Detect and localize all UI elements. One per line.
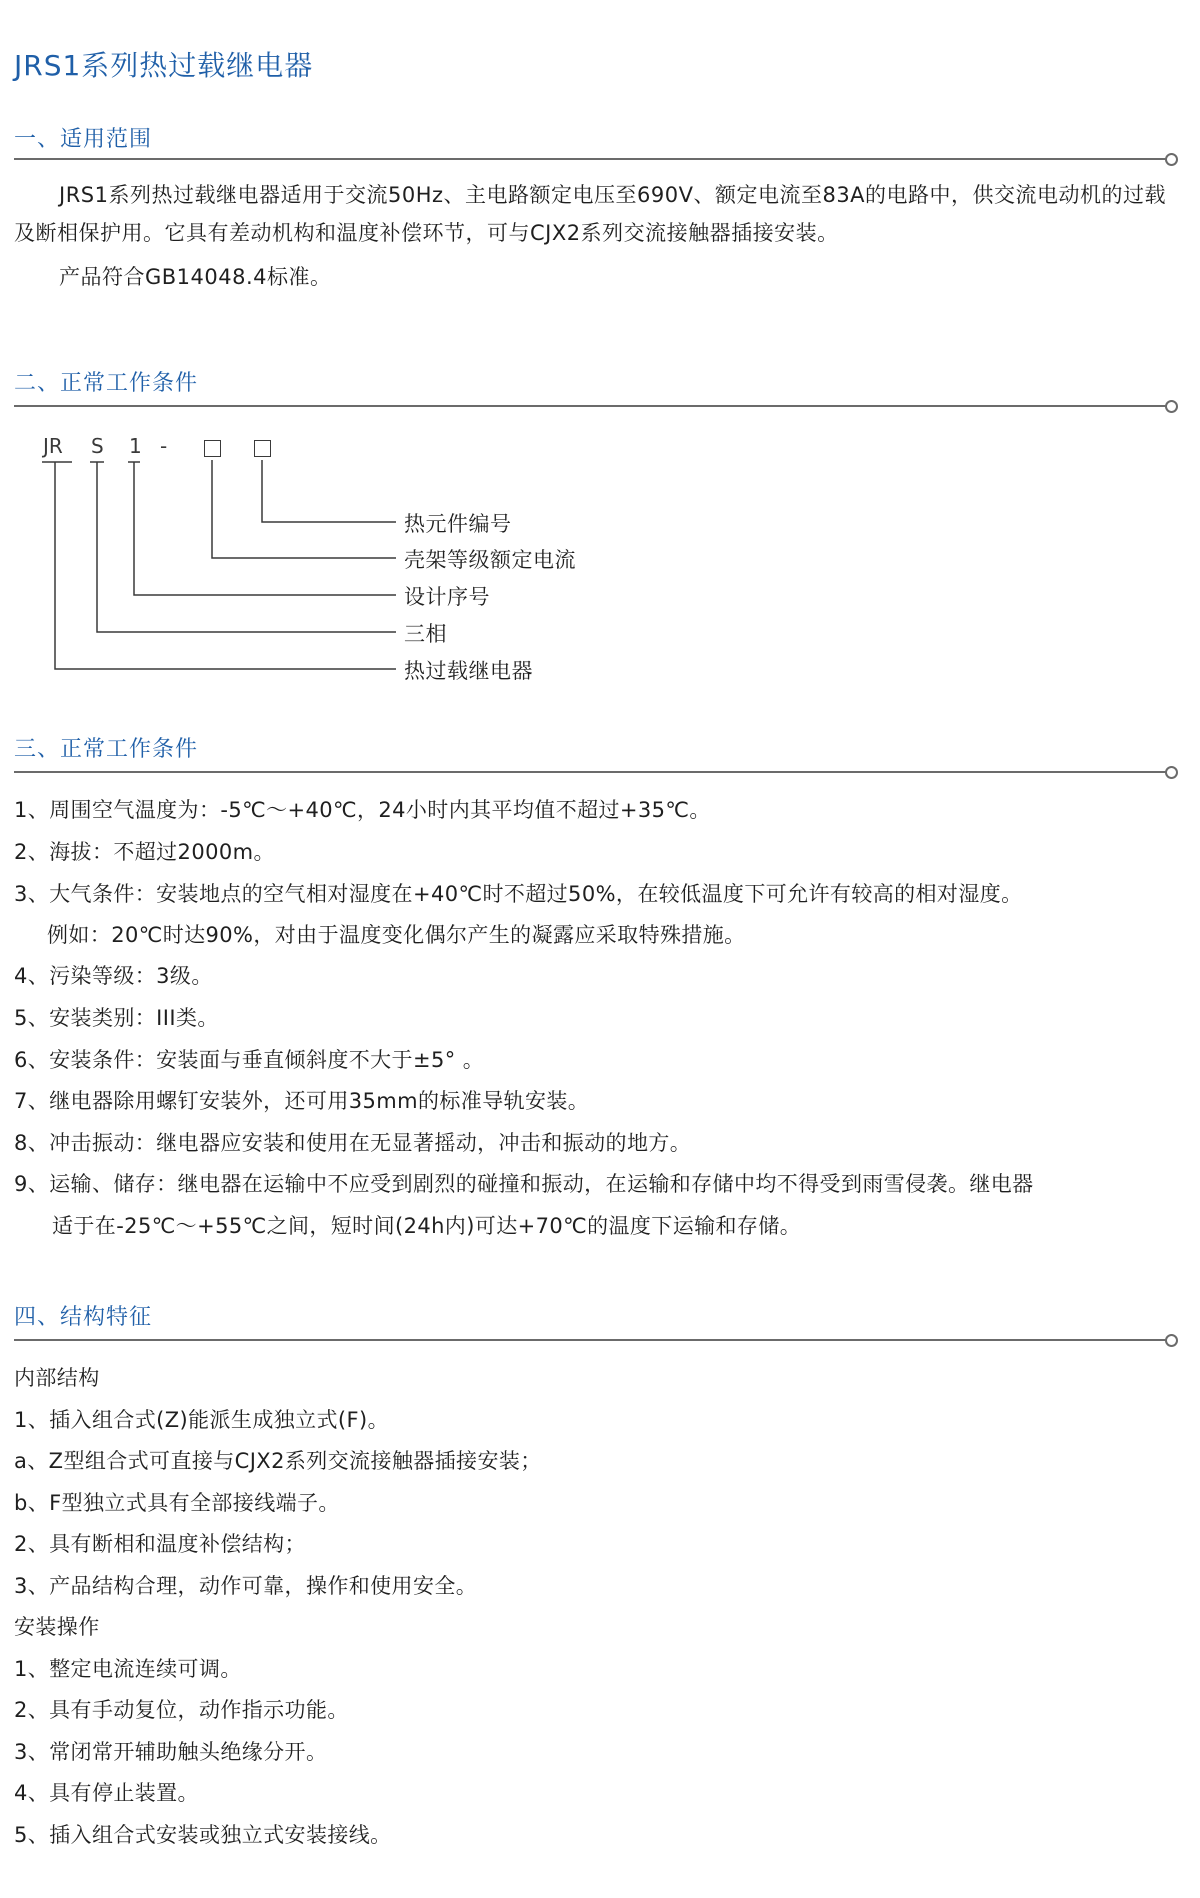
divider-end-circle-icon [1165,1334,1178,1347]
legend-design-number: 设计序号 [404,585,490,609]
legend-three-phase: 三相 [404,622,447,646]
code-placeholder-box [204,440,221,457]
divider-end-circle-icon [1165,766,1178,779]
installation-subheading: 安装操作 [14,1615,100,1639]
installation-item: 4、具有停止装置。 [14,1781,199,1805]
installation-item: 5、插入组合式安装或独立式安装接线。 [14,1823,392,1847]
code-part-1: 1 [129,434,142,458]
code-part-s: S [91,434,104,458]
installation-item: 3、常闭常开辅助触头绝缘分开。 [14,1740,328,1764]
structure-item: 2、具有断相和温度补偿结构； [14,1532,306,1556]
legend-frame-rated-current: 壳架等级额定电流 [404,548,576,572]
section-divider [14,771,1170,773]
section-heading-structure: 四、结构特征 [14,1305,153,1330]
code-part-jr: JR [43,434,63,458]
divider-end-circle-icon [1165,400,1178,413]
legend-thermal-overload-relay: 热过载继电器 [404,659,533,683]
structure-item: 1、插入组合式(Z)能派生成独立式(F)。 [14,1408,389,1432]
section-heading-conditions: 三、正常工作条件 [14,737,199,762]
code-part-dash: - [160,434,168,458]
installation-item: 2、具有手动复位，动作指示功能。 [14,1698,349,1722]
section-heading-scope: 一、适用范围 [14,127,153,152]
condition-item: 9、运输、储存：继电器在运输中不应受到剧烈的碰撞和振动，在运输和存储中均不得受到雨雪侵袭。继电器 [14,1172,1034,1196]
section-heading-model: 二、正常工作条件 [14,371,199,396]
installation-item: 1、整定电流连续可调。 [14,1657,242,1681]
section-divider [14,158,1170,160]
condition-item-continued: 适于在-25℃～+55℃之间，短时间(24h内)可达+70℃的温度下运输和存储。 [52,1214,802,1238]
structure-item: a、Z型组合式可直接与CJX2系列交流接触器插接安装； [14,1449,542,1473]
section-divider [14,1339,1170,1341]
condition-item: 3、大气条件：安装地点的空气相对湿度在+40℃时不超过50%，在较低温度下可允许有较高的相对湿度。 [14,882,1023,906]
section-divider [14,405,1170,407]
divider-end-circle-icon [1165,153,1178,166]
code-placeholder-box [254,440,271,457]
legend-heating-element-number: 热元件编号 [404,512,512,536]
structure-item: b、F型独立式具有全部接线端子。 [14,1491,340,1515]
condition-item: 1、周围空气温度为：-5℃～+40℃，24小时内其平均值不超过+35℃。 [14,798,711,822]
condition-item: 4、污染等级：3级。 [14,964,213,988]
standard-paragraph: 产品符合GB14048.4标准。 [59,265,332,289]
condition-item: 8、冲击振动：继电器应安装和使用在无显著摇动，冲击和振动的地方。 [14,1131,692,1155]
structure-item: 3、产品结构合理，动作可靠，操作和使用安全。 [14,1574,478,1598]
condition-item: 2、海拔：不超过2000m。 [14,840,275,864]
condition-item: 6、安装条件：安装面与垂直倾斜度不大于±5° 。 [14,1048,485,1072]
scope-paragraph: JRS1系列热过载继电器适用于交流50Hz、主电路额定电压至690V、额定电流至83A的电路中，供交流电动机的过载及断相保护用。它具有差动机构和温度补偿环节，可与CJX2系列交流接触器插接安装。 [14,183,1167,245]
page-title: JRS1系列热过载继电器 [14,49,314,82]
condition-item-continued: 例如：20℃时达90%，对由于温度变化偶尔产生的凝露应采取特殊措施。 [47,923,746,947]
condition-item: 7、继电器除用螺钉安装外，还可用35mm的标准导轨安装。 [14,1089,590,1113]
diagram-leader-lines [0,430,700,700]
model-code-diagram [0,430,700,700]
structure-subheading: 内部结构 [14,1366,100,1390]
condition-item: 5、安装类别：III类。 [14,1006,219,1030]
